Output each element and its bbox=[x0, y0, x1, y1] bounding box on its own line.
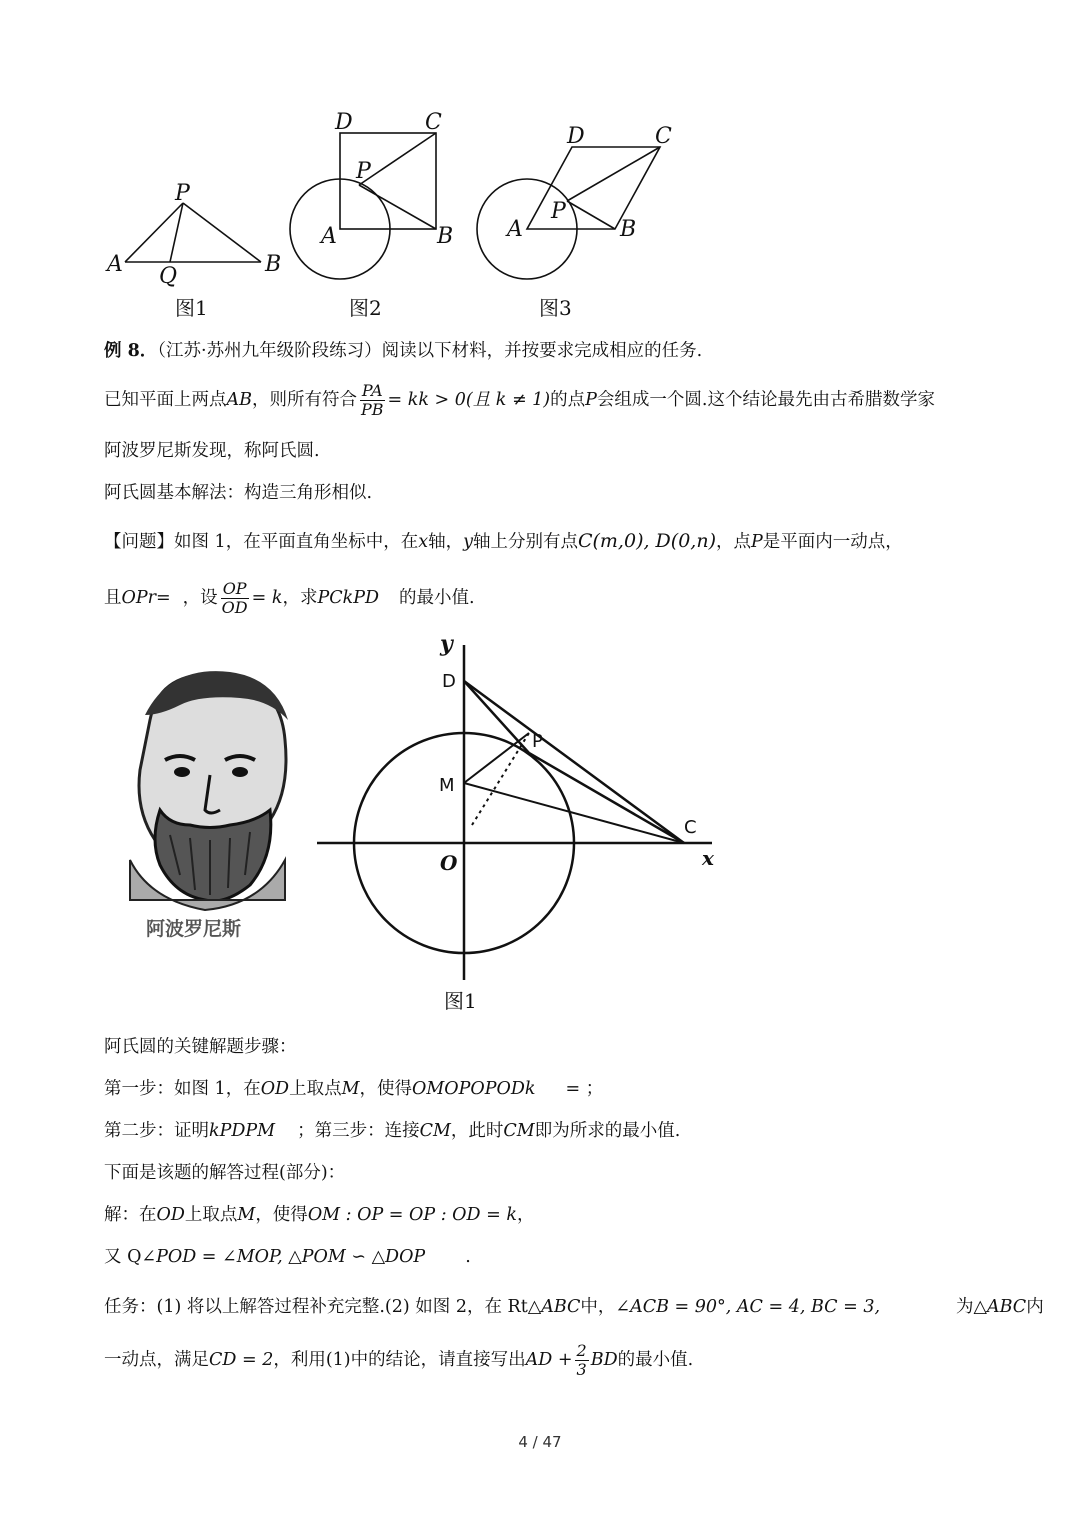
p1-text-e: 会组成一个圆.这个结论最先由古希腊数学家 bbox=[596, 390, 935, 410]
p1-condition: = kk > 0(且 k ≠ 1) bbox=[387, 390, 551, 410]
p1-text-a: 已知平面上两点 bbox=[104, 390, 227, 410]
apollonius-portrait bbox=[110, 660, 300, 945]
step2-cm2: CM bbox=[503, 1121, 535, 1141]
page-number: 4 / 47 bbox=[518, 1433, 562, 1451]
p1-frac-num: PA bbox=[361, 381, 383, 400]
fig3-label-d: D bbox=[567, 124, 585, 149]
task-text-b: 中， bbox=[580, 1297, 616, 1317]
fig2-label-a: A bbox=[321, 224, 337, 249]
p4-text-a: 【问题】如图 1，在平面直角坐标中，在 bbox=[104, 532, 419, 552]
step1-text-d: = ； bbox=[565, 1079, 604, 1099]
task-line-2 bbox=[104, 1340, 693, 1380]
p5-text-b: ，设 bbox=[182, 588, 218, 608]
p5-text-d: ，求 bbox=[282, 588, 318, 608]
p4-text-e: 是平面内一动点， bbox=[762, 532, 903, 552]
coordinate-figure bbox=[312, 625, 732, 1020]
fig2-label-c: C bbox=[425, 110, 442, 135]
sol1-text-b: 上取点 bbox=[184, 1205, 238, 1225]
example-heading bbox=[104, 338, 702, 364]
solution-heading: 下面是该题的解答过程(部分)： bbox=[104, 1163, 346, 1183]
step-2 bbox=[104, 1118, 680, 1144]
step1-text-c: ，使得 bbox=[359, 1079, 413, 1099]
p5-expr: PCkPD bbox=[317, 588, 380, 608]
task-text-a: 任务：(1) 将以上解答过程补充完整.(2) 如图 2，在 Rt bbox=[104, 1297, 528, 1317]
task-line-1 bbox=[104, 1294, 1044, 1320]
task-expr: ∠ACB = 90°, AC = 4, BC = 3, bbox=[615, 1297, 881, 1317]
point-label-p: P bbox=[532, 731, 543, 752]
problem-line-2 bbox=[104, 578, 475, 618]
step-1 bbox=[104, 1076, 603, 1102]
step2-cm: CM bbox=[419, 1121, 451, 1141]
figure-1-triangle bbox=[105, 181, 281, 320]
fig1-caption: 图1 bbox=[175, 296, 208, 320]
sol1-text-d: ， bbox=[516, 1205, 535, 1225]
task2-expr-b: BD bbox=[590, 1350, 618, 1370]
p1-text-d: 的点 bbox=[550, 390, 586, 410]
p5-frac-num: OP bbox=[222, 579, 247, 598]
p4-point-p: P bbox=[750, 532, 763, 552]
problem-line-1 bbox=[104, 528, 903, 555]
p5-text-a: 且 bbox=[104, 588, 122, 608]
step1-expr: OMOPOPODk bbox=[412, 1079, 536, 1099]
fig3-label-c: C bbox=[655, 124, 672, 149]
point-label-o: O bbox=[440, 851, 458, 875]
fig1-label-a: A bbox=[107, 252, 123, 277]
p4-text-c: 轴上分别有点 bbox=[472, 532, 578, 552]
p4-x: x bbox=[418, 532, 429, 552]
p4-text-b: 轴， bbox=[428, 532, 464, 552]
sol1-m: M bbox=[237, 1205, 256, 1225]
p1-ab: AB bbox=[226, 390, 252, 410]
fig3-label-a: A bbox=[507, 217, 523, 242]
task-text-d: 内 bbox=[1026, 1297, 1044, 1317]
fig1-label-b: B bbox=[265, 252, 282, 277]
fig3-label-b: B bbox=[620, 217, 637, 242]
fig2-label-d: D bbox=[335, 110, 353, 135]
sol2-text-b: . bbox=[465, 1247, 471, 1267]
axis-label-x: x bbox=[702, 846, 714, 870]
p5-opr: OPr= bbox=[121, 588, 171, 608]
sol2-text-a: 又 Q bbox=[104, 1247, 142, 1267]
example-title: 例 8． bbox=[104, 341, 158, 361]
sol1-expr: OM : OP = OP : OD = k bbox=[307, 1205, 517, 1225]
task2-frac-den: 3 bbox=[576, 1360, 587, 1379]
p1-frac-den: PB bbox=[361, 400, 384, 419]
solution-line-2 bbox=[104, 1244, 471, 1270]
step2-text-a: 第二步：证明 bbox=[104, 1121, 209, 1141]
task2-expr-a: AD + bbox=[525, 1350, 573, 1370]
task2-frac-num: 2 bbox=[576, 1341, 587, 1360]
paragraph-3: 阿氏圆基本解法：构造三角形相似. bbox=[104, 483, 373, 503]
fig3-label-p: P bbox=[551, 199, 566, 224]
task-text-c: 为 bbox=[956, 1297, 974, 1317]
fig1-label-q: Q bbox=[159, 264, 178, 289]
point-label-d: D bbox=[442, 671, 456, 692]
p1-text-b: ，则所有符合 bbox=[252, 390, 357, 410]
p4-text-d: ，点 bbox=[715, 532, 751, 552]
p5-fraction bbox=[220, 580, 250, 617]
task2-text-b: ，利用(1)中的结论，请直接写出 bbox=[273, 1350, 526, 1370]
example-source: （江苏·苏州九年级阶段练习）阅读以下材料，并按要求完成相应的任务. bbox=[157, 341, 703, 361]
task2-text-a: 一动点，满足 bbox=[104, 1350, 209, 1370]
task-abc: △ABC bbox=[527, 1297, 581, 1317]
step1-m: M bbox=[341, 1079, 360, 1099]
step1-od: OD bbox=[260, 1079, 290, 1099]
portrait-caption: 阿波罗尼斯 bbox=[146, 918, 242, 940]
p5-text-e: 的最小值. bbox=[399, 588, 475, 608]
point-label-m: M bbox=[439, 775, 455, 796]
fig1-label-p: P bbox=[175, 181, 190, 206]
task2-fraction bbox=[575, 1342, 589, 1379]
sol1-od: OD bbox=[156, 1205, 185, 1225]
task2-text-c: 的最小值. bbox=[617, 1350, 694, 1370]
solution-line-1 bbox=[104, 1202, 534, 1228]
figure-3-parallelogram-circle bbox=[477, 124, 672, 320]
step1-text-b: 上取点 bbox=[289, 1079, 342, 1099]
figure-1-caption: 图1 bbox=[444, 989, 477, 1013]
top-figures bbox=[95, 105, 695, 330]
p4-points: C(m,0), D(0,n) bbox=[577, 530, 716, 552]
fig2-label-b: B bbox=[437, 224, 454, 249]
p5-eq-k: = k bbox=[251, 588, 283, 608]
paragraph-1 bbox=[104, 382, 935, 419]
step2-text-b: ；第三步：连接 bbox=[297, 1121, 420, 1141]
step1-text-a: 第一步：如图 1，在 bbox=[104, 1079, 261, 1099]
fig3-caption: 图3 bbox=[539, 296, 572, 320]
sol1-text-c: ，使得 bbox=[255, 1205, 308, 1225]
point-label-c: C bbox=[684, 817, 697, 838]
fig2-caption: 图2 bbox=[349, 296, 382, 320]
figure-2-square-circle bbox=[290, 110, 453, 320]
p1-fraction bbox=[359, 382, 386, 419]
step2-text-d: 即为所求的最小值. bbox=[534, 1121, 681, 1141]
step2-expr: kPDPM bbox=[209, 1121, 276, 1141]
steps-heading: 阿氏圆的关键解题步骤： bbox=[104, 1037, 297, 1057]
p4-y: y bbox=[463, 532, 473, 552]
axis-label-y: y bbox=[440, 631, 453, 657]
task-abc2: △ABC bbox=[973, 1297, 1027, 1317]
p1-point-p: P bbox=[585, 390, 597, 410]
fig2-label-p: P bbox=[356, 159, 371, 184]
p5-frac-den: OD bbox=[221, 598, 248, 617]
paragraph-2: 阿波罗尼斯发现，称阿氏圆. bbox=[104, 441, 320, 461]
sol2-expr: ∠POD = ∠MOP, △POM ∽ △DOP bbox=[141, 1247, 426, 1267]
sol1-text-a: 解：在 bbox=[104, 1205, 157, 1225]
step2-text-c: ，此时 bbox=[450, 1121, 504, 1141]
task2-cd: CD = 2 bbox=[209, 1350, 274, 1370]
